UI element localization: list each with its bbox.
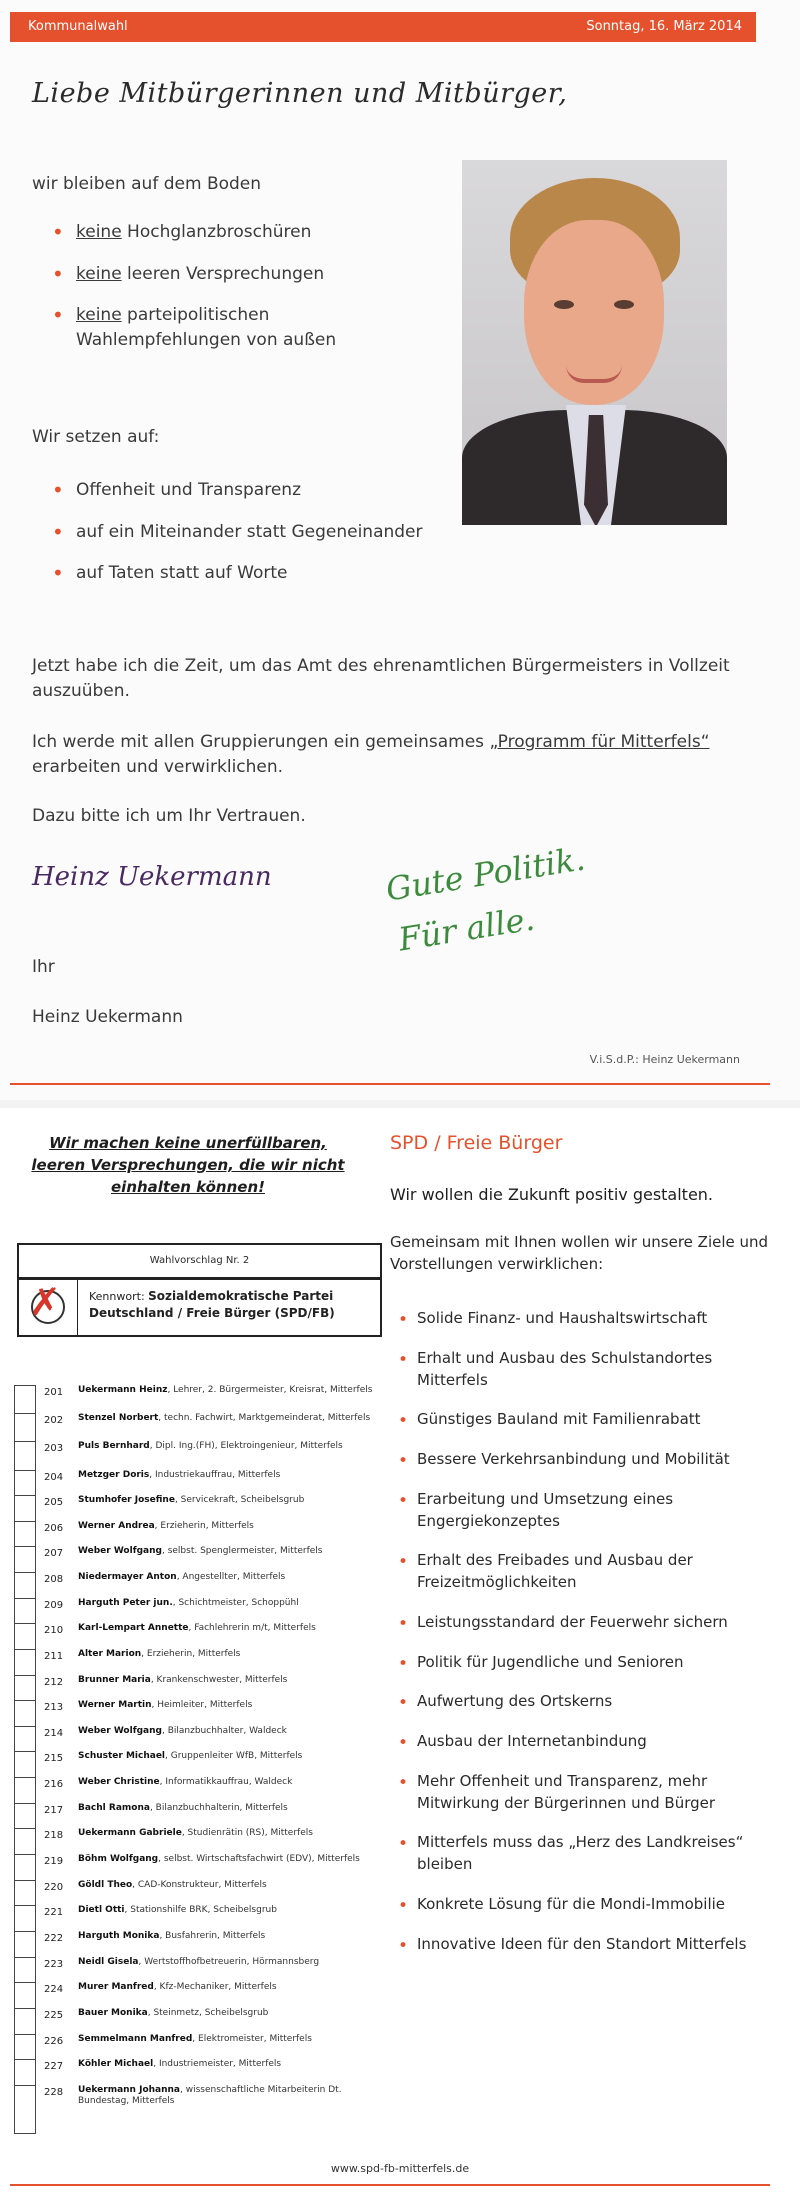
candidate-text xyxy=(78,1905,388,1916)
list-item: • keine parteipolitischen Wahlempfehlungen von außen xyxy=(52,303,337,350)
candidate-number: 201 xyxy=(44,1387,64,1398)
candidate-number: 206 xyxy=(44,1523,64,1534)
candidate-text xyxy=(78,1700,388,1711)
candidate-number: 227 xyxy=(44,2061,64,2072)
candidate-desc: , Schichtmeister, Schoppühl xyxy=(172,1598,299,1608)
program-title: SPD / Freie Bürger xyxy=(390,1132,563,1154)
list-item xyxy=(390,1832,770,1876)
bullet-icon: • xyxy=(52,478,64,502)
candidate-name: Weber Wolfgang xyxy=(78,1726,162,1736)
list-item: • keine leeren Versprechungen xyxy=(32,262,452,287)
candidate-name: Alter Marion xyxy=(78,1649,142,1659)
goal-text: Konkrete Lösung für die Mondi-Immobilie xyxy=(417,1894,726,1913)
header-election-label: Kommunalwahl xyxy=(28,19,128,34)
candidate-name: Bauer Monika xyxy=(78,2008,148,2018)
candidate-number: 220 xyxy=(44,1882,64,1893)
letter-intro: wir bleiben auf dem Boden xyxy=(32,174,262,194)
candidate-desc: , Servicekraft, Scheibelsgrub xyxy=(174,1495,305,1505)
candidate-desc: , Kfz-Mechaniker, Mitterfels xyxy=(153,1982,277,1992)
bullet-icon: • xyxy=(398,1451,409,1471)
candidate-checkbox[interactable] xyxy=(14,1675,36,1701)
candidate-desc: , Bilanzbuchhalterin, Mitterfels xyxy=(149,1803,288,1813)
candidate-desc: , Erzieherin, Mitterfels xyxy=(141,1649,241,1659)
candidate-checkbox[interactable] xyxy=(14,1854,36,1881)
list-item xyxy=(390,1731,770,1753)
candidate-text xyxy=(78,1572,388,1583)
goal-text: Erhalt des Freibades und Ausbau der Freizeitmöglichkeiten xyxy=(417,1551,693,1591)
candidate-name: Werner Martin xyxy=(78,1700,152,1710)
goal-text: Mitterfels muss das „Herz des Landkreises“ bleiben xyxy=(417,1833,744,1873)
candidate-name: Puls Bernhard xyxy=(78,1441,150,1451)
candidate-name: Stumhofer Josefine xyxy=(78,1495,175,1505)
candidate-number: 213 xyxy=(44,1702,64,1713)
candidate-checkbox[interactable] xyxy=(14,1441,36,1471)
candidate-text xyxy=(78,2059,388,2070)
visdp-note: V.i.S.d.P.: Heinz Uekermann xyxy=(589,1053,740,1066)
letter-page xyxy=(0,0,800,1100)
photo-eye xyxy=(554,300,574,309)
candidate-checkbox[interactable] xyxy=(14,2085,36,2134)
candidate-desc: , Krankenschwester, Mitterfels xyxy=(150,1675,288,1685)
goal-text: Politik für Jugendliche und Senioren xyxy=(417,1652,684,1671)
candidate-desc: , Stationshilfe BRK, Scheibelsgrub xyxy=(124,1905,277,1915)
paragraph-time: Jetzt habe ich die Zeit, um das Amt des ehrenamtlichen Bürgermeisters in Vollzeit auszuüben. xyxy=(32,656,730,701)
letter-greeting: Liebe Mitbürgerinnen und Mitbürger, xyxy=(32,78,568,109)
candidate-checkbox[interactable] xyxy=(14,1413,36,1442)
candidate-number: 226 xyxy=(44,2036,64,2047)
slogan-line1: Gute Politik. xyxy=(383,839,588,909)
candidate-desc: , Industriemeister, Mitterfels xyxy=(153,2059,282,2069)
bullet-icon: • xyxy=(52,261,64,286)
candidate-number: 225 xyxy=(44,2010,64,2021)
author-name: Heinz Uekermann xyxy=(32,1007,183,1027)
candidate-name: Neidl Gisela xyxy=(78,1957,139,1967)
signature: Heinz Uekermann xyxy=(32,862,272,892)
candidate-text xyxy=(78,1623,388,1634)
party-box xyxy=(17,1278,382,1337)
candidate-checkbox[interactable] xyxy=(14,1803,36,1829)
candidate-name: Köhler Michael xyxy=(78,2059,154,2069)
candidate-checkbox[interactable] xyxy=(14,1905,36,1932)
candidate-photo xyxy=(462,160,727,525)
paragraph-program: Ich werde mit allen Gruppierungen ein gemeinsames „Programm für Mitterfels“ erarbeiten und verwirklichen. xyxy=(32,732,710,777)
list-item xyxy=(390,1894,770,1916)
program-subtitle: Wir wollen die Zukunft positiv gestalten. xyxy=(390,1185,714,1204)
cross-mark-icon: ✗ xyxy=(29,1280,61,1324)
list-item: • Offenheit und Transparenz xyxy=(32,478,452,503)
candidate-desc: , Gruppenleiter WfB, Mitterfels xyxy=(165,1751,303,1761)
bullet-icon: • xyxy=(52,303,64,328)
candidate-desc: , Bilanzbuchhalter, Waldeck xyxy=(161,1726,287,1736)
goal-text: Erhalt und Ausbau des Schulstandortes Mitterfels xyxy=(417,1348,713,1389)
header-date: Sonntag, 16. März 2014 xyxy=(586,19,742,34)
candidate-name: Weber Wolfgang xyxy=(78,1546,162,1556)
candidate-number: 224 xyxy=(44,1984,64,1995)
candidate-desc: , Industriekauffrau, Mitterfels xyxy=(149,1470,281,1480)
wahlvorschlag-label: Wahlvorschlag Nr. 2 xyxy=(17,1243,382,1279)
list-item: • auf Taten statt auf Worte xyxy=(32,561,452,586)
candidate-name: Uekermann Johanna xyxy=(78,2085,180,2095)
candidate-desc: , Busfahrerin, Mitterfels xyxy=(159,1931,266,1941)
list-item xyxy=(390,1550,770,1594)
candidate-number: 208 xyxy=(44,1574,64,1585)
candidate-name: Weber Christine xyxy=(78,1777,160,1787)
bullet-icon: • xyxy=(52,561,64,586)
bullet-icon: • xyxy=(398,1834,409,1855)
candidate-desc: , Angestellter, Mitterfels xyxy=(176,1572,286,1582)
photo-eye xyxy=(614,300,634,309)
candidate-desc: , Studienrätin (RS), Mitterfels xyxy=(181,1828,313,1838)
candidate-number: 215 xyxy=(44,1753,64,1764)
candidate-number: 228 xyxy=(44,2087,64,2098)
candidate-text xyxy=(78,1828,388,1839)
bullet-icon: • xyxy=(398,1613,409,1634)
candidate-checkbox[interactable] xyxy=(14,1572,36,1599)
candidate-text xyxy=(78,1495,388,1506)
candidate-text xyxy=(78,1726,388,1737)
set-list xyxy=(32,478,452,603)
candidate-name: Uekermann Gabriele xyxy=(78,1828,182,1838)
candidate-checkbox[interactable] xyxy=(14,1598,36,1624)
candidate-text xyxy=(78,1598,388,1609)
candidate-text xyxy=(78,1931,388,1942)
candidate-checkbox[interactable] xyxy=(14,2034,36,2060)
bullet-icon: • xyxy=(398,1772,409,1793)
header-bar xyxy=(10,12,756,42)
candidate-text xyxy=(78,1649,388,1660)
page-gap xyxy=(0,1100,800,1108)
list-item xyxy=(390,1489,770,1533)
candidate-name: Göldl Theo xyxy=(78,1880,133,1890)
candidate-text xyxy=(78,1880,388,1891)
candidate-text xyxy=(78,2008,388,2019)
candidate-checkbox[interactable] xyxy=(14,1495,36,1522)
candidate-checkbox[interactable] xyxy=(14,1957,36,1983)
candidate-name: Karl-Lempart Annette xyxy=(78,1623,189,1633)
candidate-desc: , Wertstoffhofbetreuerin, Hörmannsberg xyxy=(138,1957,320,1967)
candidate-text xyxy=(78,1546,388,1557)
candidate-name: Bachl Ramona xyxy=(78,1803,150,1813)
candidate-text xyxy=(78,1751,388,1762)
candidate-text xyxy=(78,1982,388,1993)
candidate-desc: , Dipl. Ing.(FH), Elektroingenieur, Mitterfels xyxy=(149,1441,343,1451)
party-checkbox[interactable] xyxy=(19,1280,78,1335)
candidate-name: Murer Manfred xyxy=(78,1982,154,1992)
candidate-number: 222 xyxy=(44,1933,64,1944)
candidate-checkbox[interactable] xyxy=(14,1521,36,1547)
candidate-checkbox[interactable] xyxy=(14,1751,36,1778)
candidate-name: Harguth Monika xyxy=(78,1931,160,1941)
goal-text: Aufwertung des Ortskerns xyxy=(417,1692,613,1711)
candidate-text xyxy=(78,1521,388,1532)
candidate-number: 212 xyxy=(44,1677,64,1688)
candidate-text xyxy=(78,1803,388,1814)
bullet-icon: • xyxy=(398,1490,409,1511)
goal-text: Solide Finanz- und Haushaltswirtschaft xyxy=(417,1309,708,1327)
candidate-checkbox[interactable] xyxy=(14,2008,36,2035)
bullet-icon: • xyxy=(398,1733,409,1753)
goals-list xyxy=(390,1308,770,1973)
bullet-icon: • xyxy=(398,1310,409,1330)
candidate-desc: , Informatikkauffrau, Waldeck xyxy=(159,1777,293,1787)
candidate-name: Schuster Michael xyxy=(78,1751,166,1761)
candidate-number: 205 xyxy=(44,1497,64,1508)
paragraph-trust: Dazu bitte ich um Ihr Vertrauen. xyxy=(32,806,306,826)
candidate-text xyxy=(78,1675,388,1686)
program-intro: Gemeinsam mit Ihnen wollen wir unsere Ziele und Vorstellungen verwirklichen: xyxy=(390,1233,769,1273)
website-url: www.spd-fb-mitterfels.de xyxy=(330,2162,470,2175)
candidate-desc: , wissenschaftliche Mitarbeiterin Dt. Bundestag, Mitterfels xyxy=(78,2085,342,2107)
list-item: • keine Hochglanzbroschüren xyxy=(32,220,452,245)
list-item xyxy=(390,1308,770,1330)
footer-line xyxy=(10,1083,770,1085)
goal-text: Mehr Offenheit und Transparenz, mehr Mitwirkung der Bürgerinnen und Bürger xyxy=(417,1771,716,1812)
candidate-desc: , CAD-Konstrukteur, Mitterfels xyxy=(132,1880,267,1890)
not-list xyxy=(32,220,452,370)
candidate-name: Uekermann Heinz xyxy=(78,1385,168,1395)
candidate-checkbox[interactable] xyxy=(14,1649,36,1676)
candidate-text xyxy=(78,2085,388,2108)
candidate-number: 218 xyxy=(44,1830,64,1841)
list-item xyxy=(390,1409,770,1431)
candidate-text xyxy=(78,1957,388,1968)
program-link: „Programm für Mitterfels“ xyxy=(489,732,710,752)
candidate-checkbox[interactable] xyxy=(14,1623,36,1650)
bullet-icon: • xyxy=(398,1895,409,1916)
candidate-desc: , techn. Fachwirt, Marktgemeinderat, Mitterfels xyxy=(158,1413,371,1423)
goal-text: Günstiges Bauland mit Familienrabatt xyxy=(417,1410,701,1429)
candidate-checkbox[interactable] xyxy=(14,2059,36,2086)
candidate-number: 207 xyxy=(44,1548,64,1559)
candidate-name: Brunner Maria xyxy=(78,1675,151,1685)
candidate-desc: , Erzieherin, Mitterfels xyxy=(154,1521,254,1531)
candidate-number: 217 xyxy=(44,1805,64,1816)
candidate-number: 216 xyxy=(44,1779,64,1790)
candidate-text xyxy=(78,1413,388,1424)
list-item xyxy=(390,1934,770,1956)
candidate-number: 219 xyxy=(44,1856,64,1867)
goal-text: Leistungsstandard der Feuerwehr sichern xyxy=(417,1612,728,1631)
bullet-icon: • xyxy=(398,1653,409,1674)
list-item: • auf ein Miteinander statt Gegeneinander xyxy=(32,520,452,545)
candidate-number: 221 xyxy=(44,1907,64,1918)
bullet-icon: • xyxy=(398,1411,409,1432)
candidate-name: Stenzel Norbert xyxy=(78,1413,159,1423)
list-item xyxy=(390,1771,770,1815)
goal-text: Bessere Verkehrsanbindung und Mobilität xyxy=(417,1450,730,1468)
bullet-icon: • xyxy=(52,519,64,544)
candidate-desc: , Fachlehrerin m/t, Mitterfels xyxy=(188,1623,316,1633)
bullet-icon: • xyxy=(52,220,64,244)
candidate-text xyxy=(78,2034,388,2045)
candidate-desc: , Lehrer, 2. Bürgermeister, Kreisrat, Mitterfels xyxy=(167,1385,373,1395)
candidate-number: 209 xyxy=(44,1600,64,1611)
candidate-text xyxy=(78,1777,388,1788)
list-item xyxy=(390,1348,770,1392)
candidate-number: 223 xyxy=(44,1959,64,1970)
candidate-text xyxy=(78,1470,388,1481)
list-item xyxy=(390,1652,770,1674)
bullet-icon: • xyxy=(398,1552,409,1573)
candidate-name: Dietl Otti xyxy=(78,1905,125,1915)
goal-text: Ausbau der Internetanbindung xyxy=(417,1732,647,1750)
goal-text: Innovative Ideen für den Standort Mitterfels xyxy=(417,1934,747,1953)
kennwort: Kennwort: Sozialdemokratische Partei Deutschland / Freie Bürger (SPD/FB) xyxy=(89,1289,335,1320)
candidate-text xyxy=(78,1854,388,1865)
candidate-checkbox[interactable] xyxy=(14,1931,36,1958)
candidate-checkbox[interactable] xyxy=(14,1726,36,1752)
candidate-name: Niedermayer Anton xyxy=(78,1572,177,1582)
candidate-checkbox[interactable] xyxy=(14,1470,36,1496)
list-item xyxy=(390,1612,770,1634)
candidate-number: 202 xyxy=(44,1415,64,1426)
bullet-icon: • xyxy=(398,1349,409,1370)
candidate-name: Metzger Doris xyxy=(78,1470,150,1480)
list-item xyxy=(390,1449,770,1471)
candidate-name: Böhm Wolfgang xyxy=(78,1854,159,1864)
candidate-number: 210 xyxy=(44,1625,64,1636)
candidate-name: Harguth Peter jun. xyxy=(78,1598,173,1608)
candidate-number: 203 xyxy=(44,1443,64,1454)
goal-text: Erarbeitung und Umsetzung eines Engergiekonzeptes xyxy=(417,1489,674,1530)
candidate-checkbox[interactable] xyxy=(14,1828,36,1855)
slogan-line2: Für alle. xyxy=(395,899,538,959)
candidate-checkbox[interactable] xyxy=(14,1385,36,1414)
ballot-headline: Wir machen keine unerfüllbaren, leeren Versprechungen, die wir nicht einhalten können! xyxy=(31,1134,345,1196)
candidate-checkbox[interactable] xyxy=(14,1982,36,2009)
candidate-desc: , Heimleiter, Mitterfels xyxy=(151,1700,253,1710)
bullet-icon: • xyxy=(398,1693,409,1714)
candidate-desc: , Steinmetz, Scheibelsgrub xyxy=(147,2008,269,2018)
candidate-checkbox[interactable] xyxy=(14,1777,36,1804)
candidate-checkbox[interactable] xyxy=(14,1546,36,1573)
candidate-desc: , Elektromeister, Mitterfels xyxy=(192,2034,312,2044)
candidate-number: 211 xyxy=(44,1651,64,1662)
candidate-checkbox[interactable] xyxy=(14,1880,36,1906)
candidate-desc: , selbst. Spenglermeister, Mitterfels xyxy=(161,1546,323,1556)
closing: Ihr xyxy=(32,957,55,977)
candidate-text xyxy=(78,1441,388,1452)
candidate-number: 214 xyxy=(44,1728,64,1739)
candidate-number: 204 xyxy=(44,1472,64,1483)
bullet-icon: • xyxy=(398,1935,409,1956)
candidate-desc: , selbst. Wirtschaftsfachwirt (EDV), Mitterfels xyxy=(158,1854,360,1864)
bottom-line xyxy=(10,2184,770,2186)
candidate-name: Semmelmann Manfred xyxy=(78,2034,193,2044)
candidate-text xyxy=(78,1385,388,1396)
list-item xyxy=(390,1691,770,1713)
candidate-name: Werner Andrea xyxy=(78,1521,155,1531)
candidate-checkbox[interactable] xyxy=(14,1700,36,1727)
set-title: Wir setzen auf: xyxy=(32,427,160,447)
